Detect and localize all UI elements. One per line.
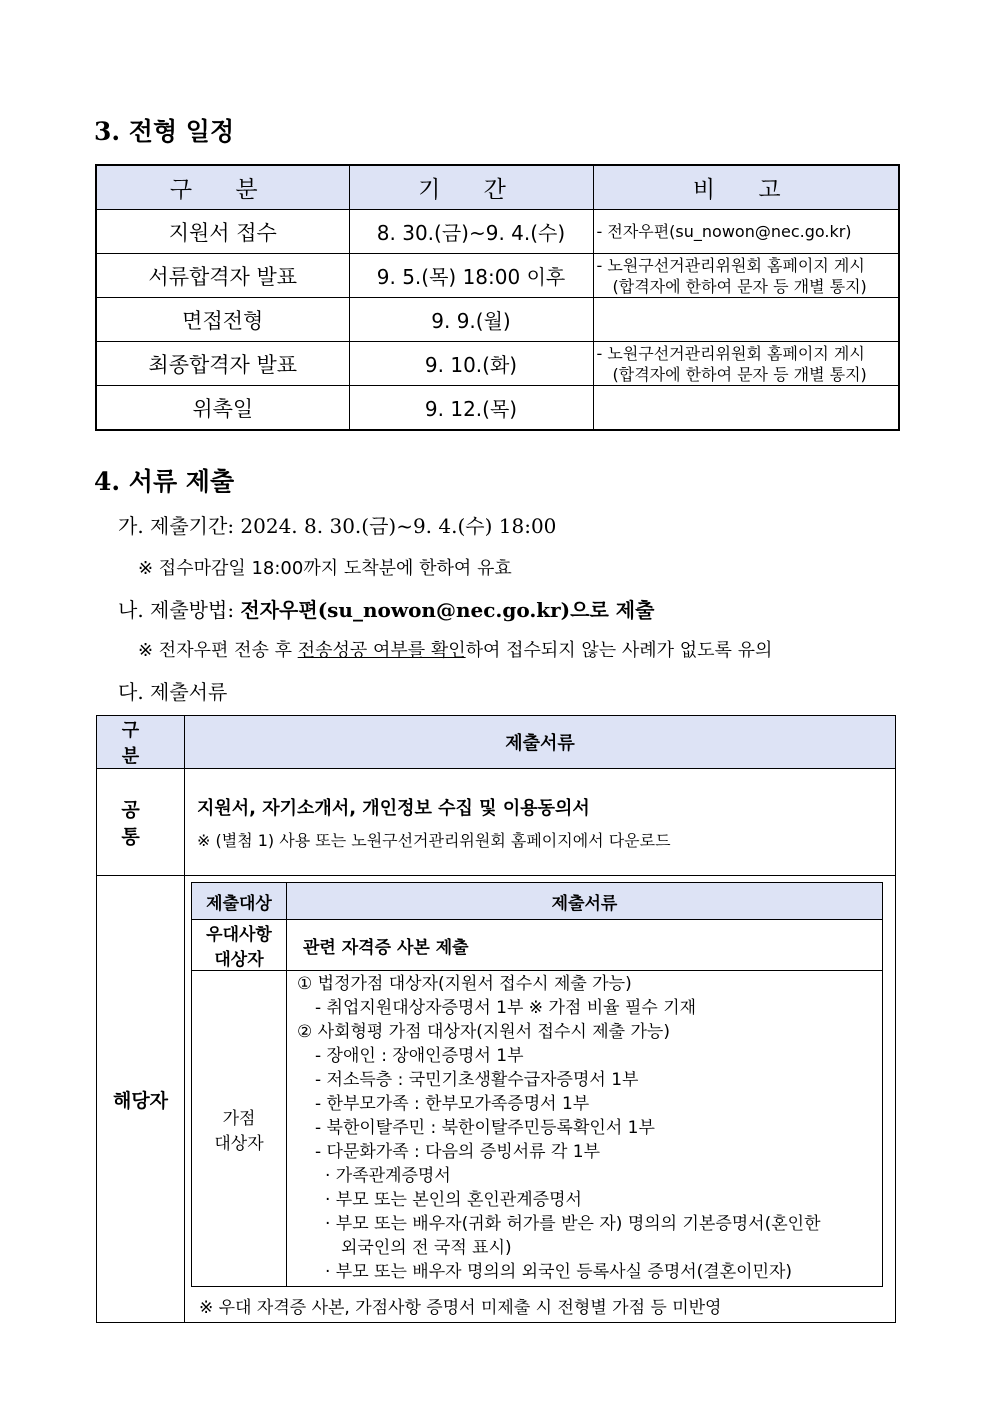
section3-title: 3. 전형 일정 (94, 117, 235, 146)
list-item: - 다문화가족 : 다음의 증빙서류 각 1부 (315, 1142, 601, 1162)
docs-header-category: 구 분 (97, 716, 185, 769)
bonus-documents (287, 971, 883, 1287)
schedule-note (593, 386, 899, 431)
deadline-note: ※ 접수마감일 18:00까지 도착분에 한하여 유효 (138, 558, 512, 579)
schedule-note (593, 210, 899, 254)
list-item: - 취업지원대상자증명서 1부 ※ 가점 비율 필수 기재 (315, 998, 697, 1018)
schedule-note-line: (합격자에 한하여 문자 등 개별 통지) (612, 364, 867, 384)
list-item: 외국인의 전 국적 표시) (341, 1238, 512, 1258)
inner-header-documents: 제출서류 (287, 883, 883, 920)
schedule-label: 최종합격자 발표 (96, 342, 349, 386)
schedule-header-period: 기 간 (349, 165, 593, 210)
schedule-label: 면접전형 (96, 298, 349, 342)
list-item: - 북한이탈주민 : 북한이탈주민등록확인서 1부 (315, 1118, 655, 1138)
submission-method-prefix: 나. 제출방법: (118, 598, 241, 622)
schedule-note (593, 298, 899, 342)
schedule-note (593, 254, 899, 298)
bonus-label: 가점 대상자 (192, 971, 287, 1287)
list-item: · 부모 또는 본인의 혼인관계증명서 (325, 1190, 582, 1210)
table-row (192, 920, 883, 971)
list-item: - 한부모가족 : 한부모가족증명서 1부 (315, 1094, 590, 1114)
list-item: - 저소득층 : 국민기초생활수급자증명서 1부 (315, 1070, 639, 1090)
schedule-note (593, 342, 899, 386)
table-row (96, 342, 899, 386)
common-download-note: ※ (별첨 1) 사용 또는 노원구선거관리위원회 홈페이지에서 다운로드 (197, 830, 671, 850)
preference-label: 우대사항 대상자 (192, 920, 287, 971)
schedule-period: 9. 10.(화) (349, 342, 593, 386)
applicable-label: 해당자 (97, 876, 185, 1323)
schedule-note-line: - 노원구선거관리위원회 홈페이지 게시 (596, 343, 865, 363)
email-caution-underlined: 전송성공 여부를 확인 (297, 640, 466, 661)
preference-documents: 관련 자격증 사본 제출 (287, 920, 883, 971)
common-label: 공 통 (97, 769, 185, 876)
list-item: · 부모 또는 배우자(귀화 허가를 받은 자) 명의의 기본증명서(혼인한 (325, 1214, 821, 1234)
section4-title: 4. 서류 제출 (94, 467, 235, 496)
email-caution-note (138, 636, 772, 662)
schedule-period: 8. 30.(금)~9. 4.(수) (349, 210, 593, 254)
list-item: · 부모 또는 배우자 명의의 외국인 등록사실 증명서(결혼이민자) (325, 1262, 793, 1282)
schedule-note-line: - 노원구선거관리위원회 홈페이지 게시 (596, 255, 865, 275)
table-row (96, 386, 899, 431)
table-row (96, 254, 899, 298)
inner-header-target: 제출대상 (192, 883, 287, 920)
footnote: ※ 우대 자격증 사본, 가점사항 증명서 미제출 시 전형별 가점 등 미반영 (199, 1298, 722, 1318)
submission-method-detail: 전자우편(su_nowon@nec.go.kr)으로 제출 (240, 598, 655, 622)
table-row (192, 971, 883, 1287)
required-documents-heading: 다. 제출서류 (118, 680, 228, 704)
submission-period: 가. 제출기간: 2024. 8. 30.(금)~9. 4.(수) 18:00 (118, 514, 557, 538)
list-item: · 가족관계증명서 (325, 1166, 451, 1186)
schedule-period: 9. 5.(목) 18:00 이후 (349, 254, 593, 298)
common-documents (185, 769, 896, 876)
docs-header-documents: 제출서류 (185, 716, 896, 769)
table-row (96, 210, 899, 254)
email-caution-pre: ※ 전자우편 전송 후 (138, 640, 298, 661)
common-main-docs: 지원서, 자기소개서, 개인정보 수집 및 이용동의서 (197, 797, 590, 819)
applicable-documents (185, 876, 896, 1323)
table-row (97, 876, 896, 1323)
schedule-label: 위촉일 (96, 386, 349, 431)
applicable-docs-table (191, 882, 883, 1287)
schedule-header-note: 비 고 (593, 165, 899, 210)
list-item: ① 법정가점 대상자(지원서 접수시 제출 가능) (297, 974, 632, 994)
schedule-header-category: 구 분 (96, 165, 349, 210)
documents-table (96, 715, 896, 1323)
schedule-label: 지원서 접수 (96, 210, 349, 254)
list-item: ② 사회형평 가점 대상자(지원서 접수시 제출 가능) (297, 1022, 670, 1042)
schedule-period: 9. 12.(목) (349, 386, 593, 431)
table-row (96, 298, 899, 342)
schedule-label: 서류합격자 발표 (96, 254, 349, 298)
list-item: - 장애인 : 장애인증명서 1부 (315, 1046, 524, 1066)
table-row (97, 769, 896, 876)
schedule-period: 9. 9.(월) (349, 298, 593, 342)
submission-method (118, 594, 654, 623)
email-caution-post: 하여 접수되지 않는 사례가 없도록 유의 (465, 640, 773, 661)
schedule-note-line: (합격자에 한하여 문자 등 개별 통지) (612, 276, 867, 296)
schedule-table (95, 164, 900, 431)
schedule-note-line: - 전자우편(su_nowon@nec.go.kr) (596, 222, 852, 241)
